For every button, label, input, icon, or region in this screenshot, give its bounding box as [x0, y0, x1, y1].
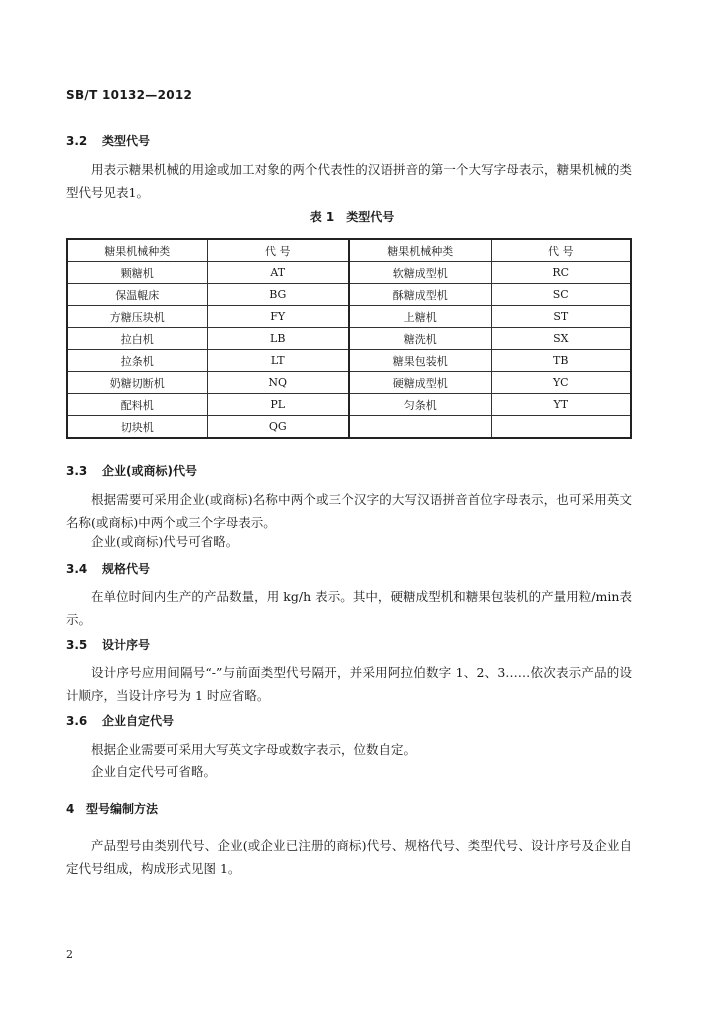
table-row [67, 372, 631, 394]
section-number: 3.6 [66, 714, 88, 728]
section-number: 4 [66, 802, 75, 816]
type-code-table [66, 238, 632, 439]
section-number: 3.5 [66, 638, 88, 652]
section-3-6-heading [66, 712, 174, 729]
section-3-6-line-2: 企业自定代号可省略。 [91, 764, 217, 779]
table-cell: 保温輥床 [67, 284, 207, 306]
standard-code: SB/T 10132—2012 [66, 88, 193, 102]
section-3-2-heading [66, 132, 150, 149]
table-cell: 颗糖机 [67, 262, 207, 284]
table-cell [349, 416, 491, 439]
table-header-row [67, 239, 631, 262]
table-cell [491, 416, 631, 439]
table-cell: LB [207, 328, 349, 350]
section-title: 类型代号 [102, 134, 151, 148]
table-cell: 匀条机 [349, 394, 491, 416]
table-cell: RC [491, 262, 631, 284]
section-title: 型号编制方法 [86, 802, 159, 816]
table-cell: YC [491, 372, 631, 394]
table-cell: YT [491, 394, 631, 416]
section-number: 3.3 [66, 464, 88, 478]
table-cell: 糖果包装机 [349, 350, 491, 372]
table-row [67, 350, 631, 372]
table-cell: 上糖机 [349, 306, 491, 328]
table-cell: 切块机 [67, 416, 207, 439]
table-row [67, 328, 631, 350]
section-3-5-heading [66, 636, 150, 653]
table-cell: TB [491, 350, 631, 372]
table-cell: 软糖成型机 [349, 262, 491, 284]
table-cell: 配料机 [67, 394, 207, 416]
table-cell: LT [207, 350, 349, 372]
section-3-5-body: 设计序号应用间隔号“-”与前面类型代号隔开，并采用阿拉伯数字 1、2、3……依次表示产品的设计顺序，当设计序号为 1 时应省略。 [66, 665, 632, 703]
section-title: 企业自定代号 [102, 714, 175, 728]
column-header: 糖果机械种类 [349, 239, 491, 262]
column-header: 代 号 [207, 239, 349, 262]
table-cell: FY [207, 306, 349, 328]
section-3-3-heading [66, 462, 197, 479]
table-row [67, 416, 631, 439]
table-cell: PL [207, 394, 349, 416]
table-cell: BG [207, 284, 349, 306]
section-3-4-heading [66, 560, 150, 577]
section-3-2-body: 用表示糖果机械的用途或加工对象的两个代表性的汉语拼音的第一个大写字母表示，糖果机械的类型代号见表1。 [66, 162, 632, 200]
table-row [67, 284, 631, 306]
table-cell: SC [491, 284, 631, 306]
column-header: 代 号 [491, 239, 631, 262]
table-row [67, 306, 631, 328]
section-4-heading [66, 800, 158, 817]
section-title: 企业(或商标)代号 [102, 464, 197, 478]
table-cell: 拉条机 [67, 350, 207, 372]
column-header: 糖果机械种类 [67, 239, 207, 262]
section-3-3-note: 企业(或商标)代号可省略。 [91, 534, 239, 549]
table-1-caption: 表 1 类型代号 [309, 210, 395, 224]
table-cell: AT [207, 262, 349, 284]
section-3-3-body: 根据需要可采用企业(或商标)名称中两个或三个汉字的大写汉语拼音首位字母表示，也可采用英文名称(或商标)中两个或三个字母表示。 [66, 492, 632, 530]
table-cell: NQ [207, 372, 349, 394]
table-row [67, 394, 631, 416]
section-title: 规格代号 [102, 562, 151, 576]
page-number: 2 [66, 948, 73, 961]
section-3-6-line-1: 根据企业需要可采用大写英文字母或数字表示，位数自定。 [91, 742, 417, 757]
table-cell: 糖洗机 [349, 328, 491, 350]
table-cell: 奶糖切断机 [67, 372, 207, 394]
table-cell: 酥糖成型机 [349, 284, 491, 306]
table-cell: QG [207, 416, 349, 439]
table-cell: ST [491, 306, 631, 328]
section-number: 3.4 [66, 562, 88, 576]
table-cell: 硬糖成型机 [349, 372, 491, 394]
section-number: 3.2 [66, 134, 88, 148]
table-row [67, 262, 631, 284]
table-cell: 拉白机 [67, 328, 207, 350]
table-cell: SX [491, 328, 631, 350]
section-title: 设计序号 [102, 638, 151, 652]
section-3-4-body: 在单位时间内生产的产品数量，用 kg/h 表示。其中，硬糖成型机和糖果包装机的产量用粒/min表示。 [66, 589, 632, 627]
section-4-body: 产品型号由类别代号、企业(或企业已注册的商标)代号、规格代号、类型代号、设计序号及企业自定代号组成，构成形式见图 1。 [66, 838, 632, 876]
table-cell: 方糖压块机 [67, 306, 207, 328]
